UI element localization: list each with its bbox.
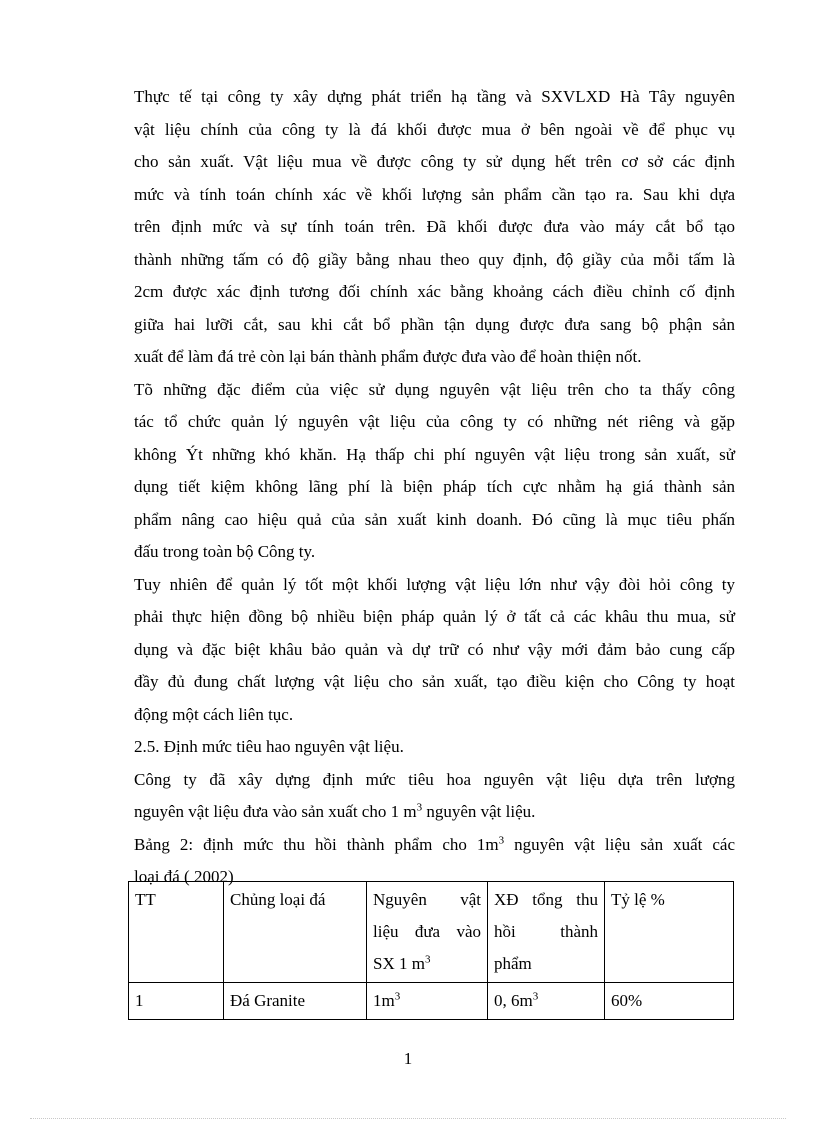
paragraph-2	[134, 374, 735, 569]
cell-stone-type: Đá Granite	[224, 983, 367, 1020]
text-line: Thực tế tại công ty xây dựng phát triển hạ tầng và SXVLXD Hà Tây nguyên	[134, 87, 735, 106]
text-line: đầy đủ đung chất lượng vật liệu cho sản xuất, tạo điều kiện cho Công ty hoạt	[134, 672, 735, 691]
cell-output	[488, 983, 605, 1020]
table-row	[129, 983, 734, 1020]
caption-line	[134, 829, 735, 862]
text-line: dụng và đặc biệt khâu bảo quản và dự trữ có như vậy mới đảm bảo cung cấp	[134, 639, 735, 659]
cell-ratio: 60%	[605, 983, 734, 1020]
cell-tt: 1	[129, 983, 224, 1020]
paragraph-1	[134, 81, 735, 374]
cell-line: Nguyên vật	[373, 890, 481, 909]
text-fragment: SX 1 m	[373, 954, 425, 973]
text-line: thành những tấm có độ giầy bằng nhau theo quy định, độ giầy của mỗi tấm là	[134, 249, 735, 269]
cell-line: XĐ tổng thu	[494, 890, 598, 909]
material-norm-table	[128, 881, 734, 1020]
cell-line: hồi thành	[494, 922, 598, 941]
table-header-row	[129, 882, 734, 983]
cell-line: liệu đưa vào	[373, 922, 481, 941]
text-line: Tõ những đặc điểm của việc sử dụng nguyên vật liệu trên cho ta thấy công	[134, 379, 735, 399]
body-text	[134, 81, 735, 894]
text-fragment: nguyên vật liệu sản xuất các	[504, 834, 735, 854]
text-fragment: 1m	[373, 991, 395, 1010]
text-line: đấu trong toàn bộ Công ty.	[134, 542, 316, 561]
text-line: trên định mức và sự tính toán trên. Đã khối được đưa vào máy cắt bổ tạo	[134, 217, 735, 236]
text-fragment: 0, 6m	[494, 991, 533, 1010]
text-line: mức và tính toán chính xác về khối lượng sản phẩm cần tạo ra. Sau khi dựa	[134, 184, 735, 204]
superscript: 3	[416, 801, 423, 814]
text-fragment: nguyên vật liệu đưa vào sản xuất cho 1 m	[134, 802, 417, 821]
text-line: vật liệu chính của công ty là đá khối được mua ở bên ngoài về để phục vụ	[134, 119, 735, 139]
paragraph-3	[134, 569, 735, 732]
header-input	[367, 882, 488, 983]
text-fragment: Bảng 2: định mức thu hồi thành phẩm cho 1m	[134, 834, 499, 854]
text-line: Tuy nhiên để quản lý tốt một khối lượng vật liệu lớn như vậy đòi hỏi công ty	[134, 574, 735, 594]
header-tt: TT	[129, 882, 224, 983]
cell-line	[373, 948, 481, 980]
text-line: không Ýt những khó khăn. Hạ thấp chi phí nguyên vật liệu trong sản xuất, sử	[134, 444, 735, 464]
section-heading	[134, 731, 735, 764]
superscript: 3	[394, 990, 401, 1003]
section-title: 2.5. Định mức tiêu hao nguyên vật liệu.	[134, 737, 404, 756]
text-line: cho sản xuất. Vật liệu mua về được công ty sử dụng hết trên cơ sở các định	[134, 152, 735, 171]
superscript: 3	[424, 953, 431, 966]
text-line	[134, 796, 735, 829]
header-stone-type: Chủng loại đá	[224, 882, 367, 983]
superscript: 3	[498, 833, 505, 846]
text-line: giữa hai lưỡi cắt, sau khi cắt bổ phần tận dụng được đưa sang bộ phận sản	[134, 314, 735, 334]
page-number: 1	[403, 1049, 413, 1068]
text-line: động một cách liên tục.	[134, 704, 294, 724]
cell-line: phẩm	[494, 954, 532, 973]
text-line: Công ty đã xây dựng định mức tiêu hoa nguyên vật liệu dựa trên lượng	[134, 769, 735, 789]
text-line: xuất để làm đá trẻ còn lại bán thành phẩm được đưa vào để hoàn thiện nốt.	[134, 347, 642, 366]
text-fragment: nguyên vật liệu.	[422, 802, 536, 821]
text-line: phải thực hiện đồng bộ nhiều biện pháp quản lý ở tất cả các khâu thu mua, sử	[134, 607, 735, 626]
cell-input	[367, 983, 488, 1020]
text-line: phẩm nâng cao hiệu quả của sản xuất kinh doanh. Đó cũng là mục tiêu phấn	[134, 509, 735, 529]
text-line: 2cm được xác định tương đối chính xác bằng khoảng cách điều chỉnh cố định	[134, 282, 735, 301]
text-line: tác tổ chức quản lý nguyên vật liệu của công ty có những nét riêng và gặp	[134, 412, 735, 431]
page-bottom-divider	[30, 1118, 786, 1119]
header-ratio: Tỷ lệ %	[605, 882, 734, 983]
caption-line: loại đá ( 2002)	[134, 867, 234, 886]
paragraph-4	[134, 764, 735, 829]
superscript: 3	[532, 990, 539, 1003]
text-line: dụng tiết kiệm không lãng phí là biện pháp tích cực nhằm hạ giá thành sản	[134, 477, 735, 496]
header-output	[488, 882, 605, 983]
